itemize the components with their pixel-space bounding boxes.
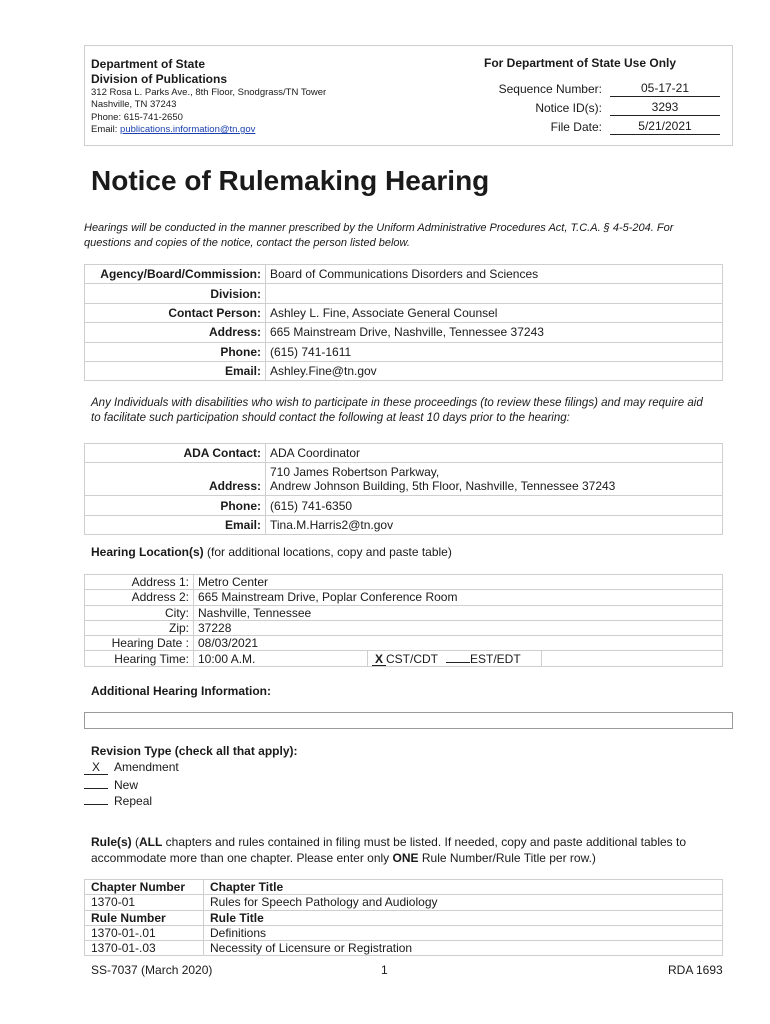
table-row: [85, 323, 723, 342]
publisher-block: [91, 57, 421, 136]
ada-phone-value: (615) 741-6350: [266, 496, 723, 515]
rules-intro-bold2: ALL: [139, 835, 163, 849]
table-row: [85, 444, 723, 463]
table-row: [85, 361, 723, 380]
table-row: [85, 620, 723, 635]
table-row: [85, 925, 723, 940]
publisher-email-label: Email:: [91, 123, 121, 135]
rules-intro-bold3: ONE: [392, 850, 419, 865]
rule-title-cell: Definitions: [204, 925, 723, 940]
hearing-time-key: Hearing Time:: [85, 651, 194, 666]
cst-mark[interactable]: X: [372, 653, 386, 666]
chapter-number-header: Chapter Number: [85, 880, 204, 895]
publisher-address-line1: 312 Rosa L. Parks Ave., 8th Floor, Snodgrass/TN Tower: [91, 87, 327, 98]
agency-value: Board of Communications Disorders and Sciences: [266, 265, 723, 284]
table-row: [85, 910, 723, 925]
page-number: 1: [381, 963, 388, 977]
est-mark[interactable]: [446, 662, 470, 663]
hearing-time-value: 10:00 A.M.: [194, 651, 368, 666]
revision-type-heading: [91, 744, 298, 758]
agency-table: [84, 264, 723, 381]
table-row: [85, 895, 723, 910]
address2-value: 665 Mainstream Drive, Poplar Conference Room: [194, 590, 723, 605]
cst-label: CST/CDT: [386, 651, 438, 666]
table-row: [85, 496, 723, 515]
division-name: Division of Publications: [91, 72, 228, 86]
revision-option-new[interactable]: [84, 775, 138, 792]
publisher-email-link[interactable]: publications.information@tn.gov: [120, 123, 256, 135]
rule-number-cell: 1370-01-.01: [85, 925, 204, 940]
rules-intro-bold1: Rule(s): [91, 835, 132, 849]
division-value: [266, 284, 723, 303]
address1-key: Address 1:: [85, 575, 194, 590]
table-row: [85, 463, 723, 496]
chapter-title-header: Chapter Title: [204, 880, 723, 895]
notice-id-row: [460, 99, 722, 118]
ada-address-line2: Andrew Johnson Building, 5th Floor, Nashville, Tennessee 37243: [270, 479, 616, 494]
rule-number-cell: 1370-01-.03: [85, 941, 204, 956]
table-row: [85, 265, 723, 284]
form-number: SS-7037 (March 2020): [91, 963, 213, 977]
sequence-number-label: Sequence Number:: [498, 82, 602, 96]
est-label: EST/EDT: [470, 651, 521, 666]
notice-id-label: Notice ID(s):: [535, 101, 602, 115]
hearing-location-heading-bold: Hearing Location(s): [91, 545, 204, 559]
ada-email-key: Email:: [85, 515, 266, 534]
chapter-number-cell: 1370-01: [85, 895, 204, 910]
hearing-location-heading-rest: (for additional locations, copy and paste table): [203, 545, 452, 559]
revision-option-amendment[interactable]: [84, 760, 179, 775]
phone-value: (615) 741-1611: [266, 342, 723, 361]
rules-intro-text3: Rule Number/Rule Title per row.): [418, 850, 596, 865]
revision-mark: X: [84, 761, 108, 775]
address1-value: Metro Center: [194, 575, 723, 590]
additional-info-field[interactable]: [84, 712, 733, 729]
email-value: Ashley.Fine@tn.gov: [266, 361, 723, 380]
intro-paragraph: Hearings will be conducted in the manner prescribed by the Uniform Administrative Procedures Act, T.C.A. § 4-5-204. For questions and copies of the notice, contact the person listed below.: [84, 222, 674, 249]
table-row: [85, 303, 723, 322]
revision-label: Amendment: [114, 760, 179, 774]
rda-number: RDA 1693: [668, 963, 723, 977]
sequence-number-row: [460, 80, 722, 99]
ada-phone-key: Phone:: [85, 496, 266, 515]
ada-address-line1: 710 James Robertson Parkway,: [270, 464, 440, 479]
revision-label: New: [114, 778, 139, 792]
publisher-email-line: [91, 124, 421, 136]
phone-key: Phone:: [85, 342, 266, 361]
ada-contact-key: ADA Contact:: [85, 444, 266, 463]
address2-key: Address 2:: [85, 590, 194, 605]
rule-title-cell: Necessity of Licensure or Registration: [204, 941, 723, 956]
ada-table: [84, 443, 723, 535]
hearing-date-value: 08/03/2021: [194, 636, 723, 651]
timezone-spacer: [542, 651, 723, 666]
contact-person-key: Contact Person:: [85, 303, 266, 322]
table-row: [85, 575, 723, 590]
table-row: [85, 605, 723, 620]
zip-value: 37228: [194, 620, 723, 635]
rules-intro-text2: chapters and rules contained in filing must be listed. If needed, copy and paste additional tables to accommodate more than one chapter. Please enter only: [91, 835, 687, 865]
hearing-location-heading: [91, 545, 452, 559]
table-row: [85, 284, 723, 303]
chapter-title-cell: Rules for Speech Pathology and Audiology: [204, 895, 723, 910]
page-title: Notice of Rulemaking Hearing: [91, 165, 490, 196]
city-value: Nashville, Tennessee: [194, 605, 723, 620]
agency-key: Agency/Board/Commission:: [85, 265, 266, 284]
ada-contact-value: ADA Coordinator: [266, 444, 723, 463]
department-name: Department of State: [91, 57, 206, 71]
hearing-location-table: [84, 574, 723, 667]
file-date-row: [460, 118, 722, 137]
publisher-address-line2: Nashville, TN 37243: [91, 99, 177, 111]
file-date-label: File Date:: [550, 120, 602, 134]
address-key: Address:: [85, 323, 266, 342]
rule-number-header: Rule Number: [85, 910, 204, 925]
table-row: [85, 941, 723, 956]
address-value: 665 Mainstream Drive, Nashville, Tennessee 37243: [266, 323, 723, 342]
office-use-title: For Department of State Use Only: [484, 56, 677, 70]
table-row: [85, 636, 723, 651]
revision-mark: [84, 775, 108, 789]
contact-person-value: Ashley L. Fine, Associate General Counsel: [266, 303, 723, 322]
table-row: [85, 342, 723, 361]
revision-label: Repeal: [114, 794, 153, 808]
file-date-value: 5/21/2021: [610, 118, 720, 135]
notice-id-value: 3293: [610, 99, 720, 116]
hearing-date-key: Hearing Date :: [85, 636, 194, 651]
division-key: Division:: [85, 284, 266, 303]
ada-address-value: [266, 463, 723, 496]
revision-option-repeal[interactable]: [84, 791, 152, 808]
sequence-number-value: 05-17-21: [610, 80, 720, 97]
publisher-phone: Phone: 615-741-2650: [91, 111, 183, 123]
rule-title-header: Rule Title: [204, 910, 723, 925]
rules-table: [84, 879, 723, 956]
revision-mark: [84, 791, 108, 805]
ada-address-key: Address:: [85, 463, 266, 496]
revision-type-heading-text: Revision Type (check all that apply):: [91, 744, 298, 758]
rules-intro: [91, 835, 726, 866]
city-key: City:: [85, 605, 194, 620]
email-key: Email:: [85, 361, 266, 380]
additional-info-heading: [91, 684, 271, 698]
zip-key: Zip:: [85, 620, 194, 635]
rules-intro-text1: (: [131, 835, 140, 849]
ada-email-value: Tina.M.Harris2@tn.gov: [266, 515, 723, 534]
table-row: [85, 651, 723, 666]
table-row: [85, 590, 723, 605]
table-row: [85, 880, 723, 895]
table-row: [85, 515, 723, 534]
timezone-cell: [368, 651, 542, 666]
ada-intro-paragraph: Any Individuals with disabilities who wish to participate in these proceedings (to review these filings) and may require aid to facilitate such participation should contact the following at least 10 days prior to the hearing:: [91, 397, 703, 424]
additional-info-heading-text: Additional Hearing Information:: [91, 684, 271, 698]
